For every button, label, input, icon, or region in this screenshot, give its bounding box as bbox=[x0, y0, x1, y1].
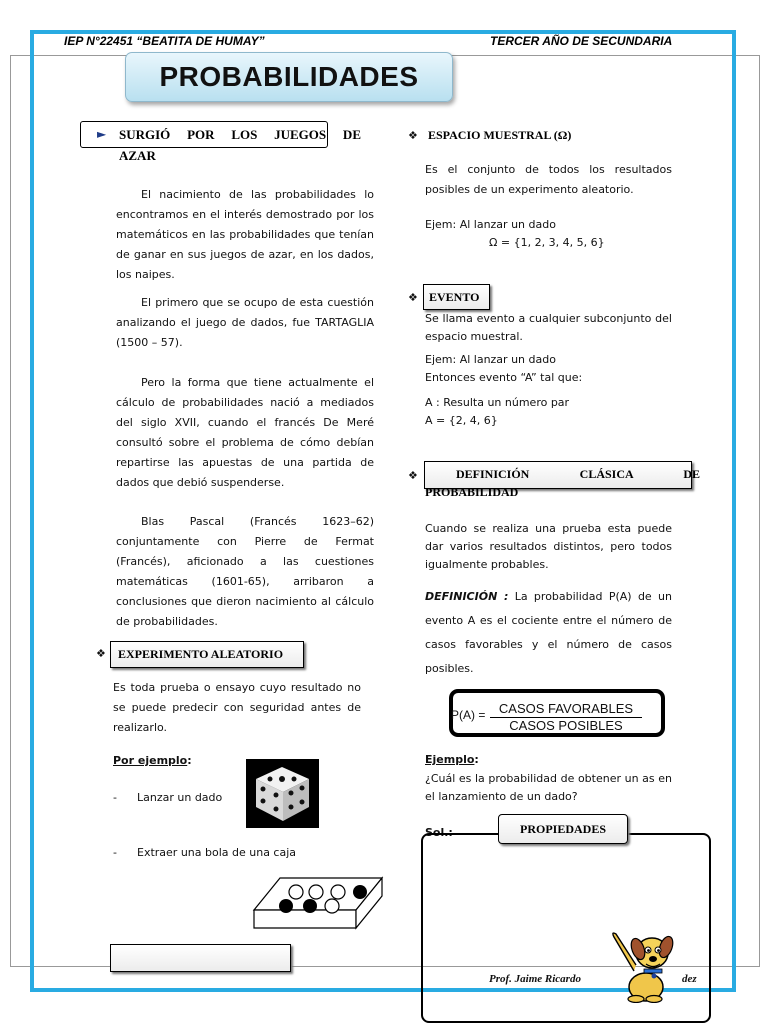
section-heading-espacio: ESPACIO MUESTRAL (Ω) bbox=[428, 128, 572, 142]
ball-box-icon bbox=[252, 872, 384, 932]
experimento-paragraph: Es toda prueba o ensayo cuyo resultado no se puede predecir con seguridad antes de realizarlo. bbox=[113, 681, 361, 734]
example-dash-2: - bbox=[113, 846, 117, 859]
section-heading-origin-line2: AZAR bbox=[119, 148, 156, 163]
section-heading-origin-line1: SURGIÓ POR LOS JUEGOS DE bbox=[119, 127, 361, 142]
header-school: IEP N°22451 “BEATITA DE HUMAY” bbox=[64, 34, 265, 48]
diamond-bullet-icon: ❖ bbox=[408, 129, 418, 142]
espacio-paragraph: Es el conjunto de todos los resultados posibles de un experimento aleatorio. bbox=[425, 163, 672, 196]
diamond-bullet-icon: ❖ bbox=[408, 291, 418, 304]
formula-lhs: P(A) = bbox=[451, 708, 486, 722]
arrow-bullet-icon: ► bbox=[97, 127, 107, 141]
section-heading-evento: EVENTO bbox=[423, 284, 490, 310]
evento-example-1: Ejem: Al lanzar un dado bbox=[425, 353, 556, 366]
example-label: Por ejemplo bbox=[113, 754, 188, 767]
empty-heading-box bbox=[110, 944, 291, 972]
origin-paragraph-4: Blas Pascal (Francés 1623–62) conjuntamente con Pierre de Fermat (Francés), aficionado a las cuestiones matemáticas (1601-65), arribaron a conclusiones que dieron nacimiento al cálculo de probabilidades. bbox=[116, 515, 374, 628]
dice-icon bbox=[246, 759, 319, 828]
footer-professor: Prof. Jaime Ricardo bbox=[489, 973, 581, 985]
evento-a-description: A : Resulta un número par bbox=[425, 396, 570, 409]
example-item-1: Lanzar un dado bbox=[137, 791, 223, 804]
definicion-body: La probabilidad P(A) de un evento A es el cociente entre el número de casos favorables y el número de casos posibles. bbox=[425, 590, 672, 675]
ejemplo-label: Ejemplo bbox=[425, 753, 475, 766]
omega-set: Ω = {1, 2, 3, 4, 5, 6} bbox=[489, 236, 605, 249]
example-item-2: Extraer una bola de una caja bbox=[137, 846, 297, 859]
ejemplo-label-row bbox=[425, 751, 479, 769]
ejemplo-question: ¿Cuál es la probabilidad de obtener un as en el lanzamiento de un dado? bbox=[425, 772, 672, 803]
origin-paragraph-3: Pero la forma que tiene actualmente el cálculo de probabilidades nació a mediados del siglo XVII, cuando el francés De Meré consultó sobre el problema de cómo debían repartirse las apuestas de una partida de dados que debió suspenderse. bbox=[116, 376, 374, 489]
evento-a-set: A = {2, 4, 6} bbox=[425, 414, 498, 427]
definicion-label: DEFINICIÓN : bbox=[425, 590, 509, 603]
example-colon: : bbox=[187, 754, 192, 767]
evento-example-2: Entonces evento “A” tal que: bbox=[425, 371, 583, 384]
header-grade: TERCER AÑO DE SECUNDARIA bbox=[490, 34, 673, 48]
section-heading-definicion-line1: DEFINICIÓN CLÁSICA DE bbox=[456, 467, 700, 481]
origin-paragraph-2: El primero que se ocupo de esta cuestión analizando el juego de dados, fue TARTAGLIA (1500 – 57). bbox=[116, 296, 374, 349]
ejemplo-solution-label: Sol.: bbox=[425, 826, 453, 839]
section-heading-propiedades: PROPIEDADES bbox=[498, 814, 628, 844]
origin-paragraph-1: El nacimiento de las probabilidades lo encontramos en el interés demostrado por los matemáticos en las probabilidades que tenían de ganar en sus juegos de azar, en los dados, los naipes. bbox=[116, 188, 374, 281]
evento-paragraph: Se llama evento a cualquier subconjunto del espacio muestral. bbox=[425, 312, 672, 343]
section-heading-experimento: EXPERIMENTO ALEATORIO bbox=[110, 641, 304, 668]
formula-numerator: CASOS FAVORABLES bbox=[498, 701, 634, 716]
diamond-bullet-icon: ❖ bbox=[96, 647, 106, 660]
dog-mascot-icon bbox=[608, 925, 676, 1003]
diamond-bullet-icon: ❖ bbox=[408, 469, 418, 482]
footer-professor-end: dez bbox=[682, 973, 697, 985]
formula-denominator: CASOS POSIBLES bbox=[509, 718, 623, 733]
section-heading-definicion-line2: PROBABILIDAD bbox=[425, 485, 519, 499]
ejemplo-colon: : bbox=[474, 753, 479, 766]
espacio-example: Ejem: Al lanzar un dado bbox=[425, 218, 556, 231]
definicion-text bbox=[425, 585, 672, 681]
definicion-paragraph: Cuando se realiza una prueba esta puede dar varios resultados distintos, pero todos igualmente probables. bbox=[425, 522, 672, 571]
example-label-row bbox=[113, 751, 192, 771]
page-title: PROBABILIDADES bbox=[125, 52, 453, 102]
example-dash-1: - bbox=[113, 791, 117, 804]
